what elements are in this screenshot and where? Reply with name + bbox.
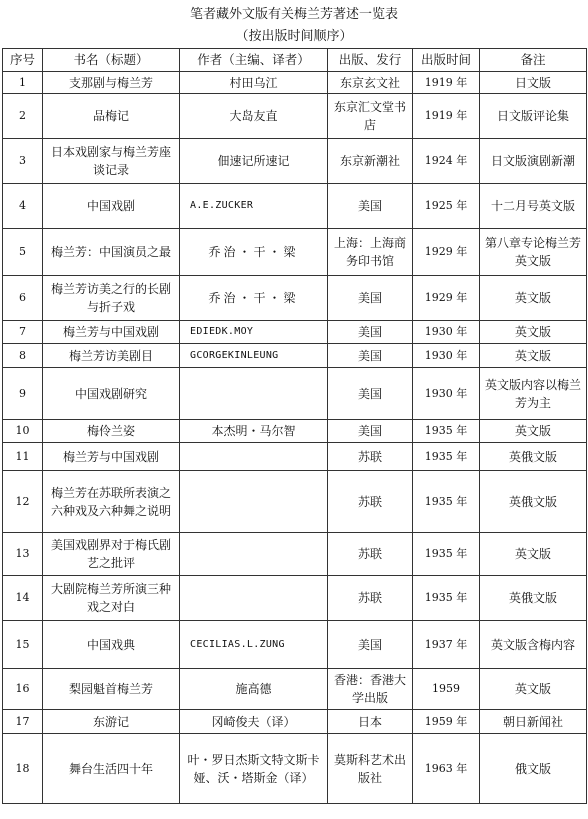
table-row xyxy=(3,229,587,276)
table-row xyxy=(3,710,587,734)
cell-title: 中国戏剧研究 xyxy=(43,368,180,420)
cell-author: CECILIAS.L.ZUNG xyxy=(180,621,328,669)
header-year: 出版时间 xyxy=(413,49,480,72)
cell-no: 3 xyxy=(3,139,43,184)
cell-author: 乔治・干・梁 xyxy=(180,276,328,321)
table-row xyxy=(3,94,587,139)
table-row xyxy=(3,276,587,321)
cell-note: 日文版评论集 xyxy=(480,94,587,139)
cell-note: 英俄文版 xyxy=(480,471,587,533)
table-row xyxy=(3,533,587,576)
table-row xyxy=(3,368,587,420)
cell-author xyxy=(180,576,328,621)
cell-title: 梅兰芳在苏联所表演之六种戏及六种舞之说明 xyxy=(43,471,180,533)
cell-publisher: 日本 xyxy=(328,710,413,734)
cell-publisher: 香港：香港大学出版 xyxy=(328,669,413,710)
cell-title: 支那剧与梅兰芳 xyxy=(43,72,180,94)
cell-publisher: 美国 xyxy=(328,321,413,344)
cell-year: 1929 年 xyxy=(413,276,480,321)
cell-author: 叶・罗日杰斯文特文斯卡娅、沃・塔斯金（译） xyxy=(180,734,328,804)
cell-title: 梅兰芳与中国戏剧 xyxy=(43,443,180,471)
cell-publisher: 东京玄文社 xyxy=(328,72,413,94)
cell-publisher: 莫斯科艺术出版社 xyxy=(328,734,413,804)
cell-note: 英俄文版 xyxy=(480,443,587,471)
table-row xyxy=(3,621,587,669)
header-publisher: 出版、发行 xyxy=(328,49,413,72)
cell-author xyxy=(180,368,328,420)
cell-publisher: 苏联 xyxy=(328,471,413,533)
cell-year: 1935 年 xyxy=(413,533,480,576)
cell-year: 1963 年 xyxy=(413,734,480,804)
header-no: 序号 xyxy=(3,49,43,72)
table-row xyxy=(3,734,587,804)
cell-no: 10 xyxy=(3,420,43,443)
table-row xyxy=(3,184,587,229)
cell-no: 13 xyxy=(3,533,43,576)
cell-author xyxy=(180,443,328,471)
cell-publisher: 美国 xyxy=(328,344,413,368)
cell-no: 1 xyxy=(3,72,43,94)
cell-year: 1935 年 xyxy=(413,471,480,533)
cell-author xyxy=(180,533,328,576)
cell-year: 1937 年 xyxy=(413,621,480,669)
cell-publisher: 美国 xyxy=(328,621,413,669)
cell-year: 1959 年 xyxy=(413,710,480,734)
cell-author: 佃速记所速记 xyxy=(180,139,328,184)
cell-no: 2 xyxy=(3,94,43,139)
cell-year: 1930 年 xyxy=(413,321,480,344)
header-row xyxy=(3,49,587,72)
cell-author: 乔治・干・梁 xyxy=(180,229,328,276)
table-row xyxy=(3,576,587,621)
table-row xyxy=(3,72,587,94)
cell-note: 日文版 xyxy=(480,72,587,94)
cell-author: 大岛友直 xyxy=(180,94,328,139)
cell-year: 1919 年 xyxy=(413,72,480,94)
cell-publisher: 东京汇文堂书店 xyxy=(328,94,413,139)
cell-no: 15 xyxy=(3,621,43,669)
cell-publisher: 美国 xyxy=(328,368,413,420)
cell-title: 梨园魁首梅兰芳 xyxy=(43,669,180,710)
cell-author: EDIEDK.MOY xyxy=(180,321,328,344)
cell-title: 日本戏剧家与梅兰芳座谈记录 xyxy=(43,139,180,184)
cell-no: 6 xyxy=(3,276,43,321)
cell-title: 中国戏典 xyxy=(43,621,180,669)
cell-author xyxy=(180,471,328,533)
cell-title: 梅兰芳与中国戏剧 xyxy=(43,321,180,344)
cell-author: 本杰明・马尔智 xyxy=(180,420,328,443)
cell-note: 英俄文版 xyxy=(480,576,587,621)
cell-title: 品梅记 xyxy=(43,94,180,139)
page-title: 笔者藏外文版有关梅兰芳著述一览表 xyxy=(189,7,398,22)
cell-note: 英文版 xyxy=(480,533,587,576)
cell-author: GCORGEKINLEUNG xyxy=(180,344,328,368)
cell-note: 朝日新闻社 xyxy=(480,710,587,734)
cell-publisher: 美国 xyxy=(328,184,413,229)
cell-title: 舞台生活四十年 xyxy=(43,734,180,804)
cell-year: 1935 年 xyxy=(413,420,480,443)
cell-note: 英文版 xyxy=(480,669,587,710)
table-row xyxy=(3,471,587,533)
cell-no: 9 xyxy=(3,368,43,420)
cell-no: 17 xyxy=(3,710,43,734)
cell-year: 1935 年 xyxy=(413,443,480,471)
cell-note: 英文版 xyxy=(480,344,587,368)
table-row xyxy=(3,139,587,184)
table-row xyxy=(3,669,587,710)
cell-title: 梅兰芳访美剧目 xyxy=(43,344,180,368)
cell-no: 4 xyxy=(3,184,43,229)
table-row xyxy=(3,344,587,368)
cell-title: 东游记 xyxy=(43,710,180,734)
cell-no: 8 xyxy=(3,344,43,368)
publications-table xyxy=(2,48,587,804)
cell-no: 18 xyxy=(3,734,43,804)
cell-year: 1930 年 xyxy=(413,368,480,420)
cell-note: 第八章专论梅兰芳英文版 xyxy=(480,229,587,276)
cell-publisher: 苏联 xyxy=(328,576,413,621)
cell-no: 14 xyxy=(3,576,43,621)
cell-note: 英文版 xyxy=(480,420,587,443)
cell-year: 1919 年 xyxy=(413,94,480,139)
cell-no: 5 xyxy=(3,229,43,276)
cell-note: 俄文版 xyxy=(480,734,587,804)
cell-publisher: 苏联 xyxy=(328,533,413,576)
cell-no: 7 xyxy=(3,321,43,344)
cell-no: 11 xyxy=(3,443,43,471)
cell-publisher: 苏联 xyxy=(328,443,413,471)
cell-no: 16 xyxy=(3,669,43,710)
cell-author: 冈崎俊夫（译） xyxy=(180,710,328,734)
cell-no: 12 xyxy=(3,471,43,533)
cell-title: 梅伶兰姿 xyxy=(43,420,180,443)
table-row xyxy=(3,443,587,471)
cell-note: 英文版内容以梅兰芳为主 xyxy=(480,368,587,420)
cell-author: A.E.ZUCKER xyxy=(180,184,328,229)
cell-publisher: 上海：上海商务印书馆 xyxy=(328,229,413,276)
header-title: 书名（标题） xyxy=(43,49,180,72)
cell-note: 英文版含梅内容 xyxy=(480,621,587,669)
cell-title: 大剧院梅兰芳所演三种戏之对白 xyxy=(43,576,180,621)
cell-note: 十二月号英文版 xyxy=(480,184,587,229)
cell-year: 1959 xyxy=(413,669,480,710)
cell-year: 1930 年 xyxy=(413,344,480,368)
cell-publisher: 东京新潮社 xyxy=(328,139,413,184)
cell-year: 1935 年 xyxy=(413,576,480,621)
cell-title: 美国戏剧界对于梅氏剧艺之批评 xyxy=(43,533,180,576)
cell-note: 英文版 xyxy=(480,276,587,321)
cell-year: 1925 年 xyxy=(413,184,480,229)
cell-title: 梅兰芳访美之行的长剧与折子戏 xyxy=(43,276,180,321)
table-row xyxy=(3,321,587,344)
cell-note: 日文版演剧新潮 xyxy=(480,139,587,184)
cell-note: 英文版 xyxy=(480,321,587,344)
cell-author: 施高德 xyxy=(180,669,328,710)
table-row xyxy=(3,420,587,443)
cell-title: 梅兰芳：中国演员之最 xyxy=(43,229,180,276)
page-subtitle: （按出版时间顺序） xyxy=(235,29,353,44)
cell-author: 村田乌江 xyxy=(180,72,328,94)
cell-year: 1924 年 xyxy=(413,139,480,184)
header-author: 作者（主编、译者） xyxy=(180,49,328,72)
cell-title: 中国戏剧 xyxy=(43,184,180,229)
cell-publisher: 美国 xyxy=(328,276,413,321)
header-note: 备注 xyxy=(480,49,587,72)
cell-publisher: 美国 xyxy=(328,420,413,443)
cell-year: 1929 年 xyxy=(413,229,480,276)
